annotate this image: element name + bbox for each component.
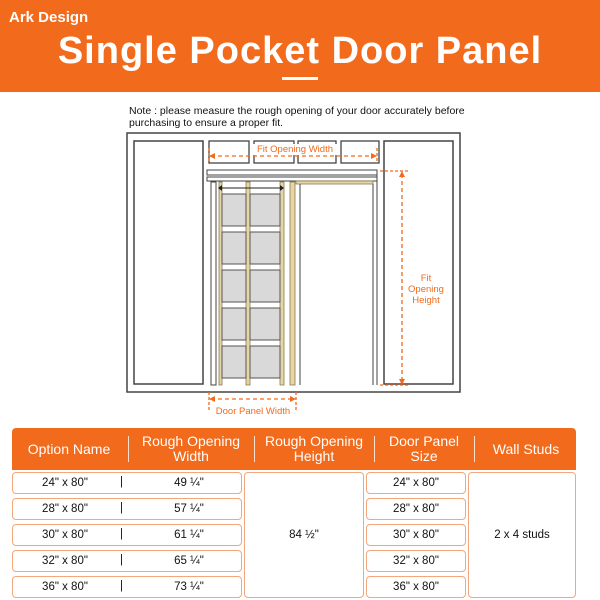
rough-width-cell: 65 ¼" (174, 555, 204, 567)
pocket-stud (280, 182, 284, 385)
row-separator: | (120, 528, 123, 540)
rough-width-cell: 73 ¼" (174, 581, 204, 593)
brand-logo: Ark Design (9, 9, 89, 26)
rough-height-cell: 84 ½" (244, 472, 364, 598)
measurement-note: Note : please measure the rough opening of your door accurately before purchasing to ensure a proper fit. (129, 105, 465, 129)
rough-width-cell: 61 ¼" (174, 529, 204, 541)
option-name-cell: 36" x 80" (42, 581, 88, 593)
row-separator: | (120, 580, 123, 592)
row-separator: | (120, 476, 123, 488)
rough-width-cell: 57 ¼" (174, 503, 204, 515)
table-row (12, 576, 242, 598)
header-rough-opening-height: Rough Opening Height (264, 433, 364, 464)
header-separator (128, 436, 129, 462)
header-beam (207, 177, 377, 181)
left-window (134, 141, 203, 384)
panel-size-cell: 32" x 80" (366, 550, 466, 572)
door-header-trim (296, 181, 373, 184)
table-row (12, 472, 242, 494)
panel-size-cell: 28" x 80" (366, 498, 466, 520)
door-panel-width-label: Door Panel Width (215, 406, 291, 417)
pocket-stud (290, 182, 295, 385)
rough-width-cell: 49 ¼" (174, 477, 204, 489)
option-name-cell: 32" x 80" (42, 555, 88, 567)
row-separator: | (120, 502, 123, 514)
header-wall-studs: Wall Studs (492, 440, 560, 457)
panel-size-cell: 36" x 80" (366, 576, 466, 598)
table-row (12, 550, 242, 572)
header-rough-opening-width: Rough Opening Width (141, 433, 241, 464)
option-name-cell: 24" x 80" (42, 477, 88, 489)
door-panel-grid (222, 194, 280, 378)
fit-opening-height-line2: Height (412, 295, 440, 306)
transom-panel (341, 141, 379, 163)
table-row (12, 498, 242, 520)
pocket-jamb (211, 182, 216, 385)
header-beam (207, 170, 377, 175)
panel-size-cell: 24" x 80" (366, 472, 466, 494)
header-door-panel-size: Door Panel Size (388, 433, 460, 464)
option-name-cell: 30" x 80" (42, 529, 88, 541)
wall-studs-cell: 2 x 4 studs (468, 472, 576, 598)
header-separator (254, 436, 255, 462)
right-window (384, 141, 453, 384)
header-separator (374, 436, 375, 462)
size-table (12, 428, 576, 593)
row-separator: | (120, 554, 123, 566)
table-header (12, 428, 576, 470)
header-separator (474, 436, 475, 462)
transom-panel (209, 141, 249, 163)
header-option-name: Option Name (27, 440, 111, 457)
page-title: Single Pocket Door Panel (57, 30, 543, 72)
fit-opening-height-label (404, 273, 448, 306)
pocket-stud (246, 182, 250, 385)
panel-size-cell: 30" x 80" (366, 524, 466, 546)
option-name-cell: 28" x 80" (42, 503, 88, 515)
table-row (12, 524, 242, 546)
fit-opening-width-label: Fit Opening Width (250, 144, 340, 155)
fit-opening-height-line1: Fit Opening (408, 273, 444, 295)
